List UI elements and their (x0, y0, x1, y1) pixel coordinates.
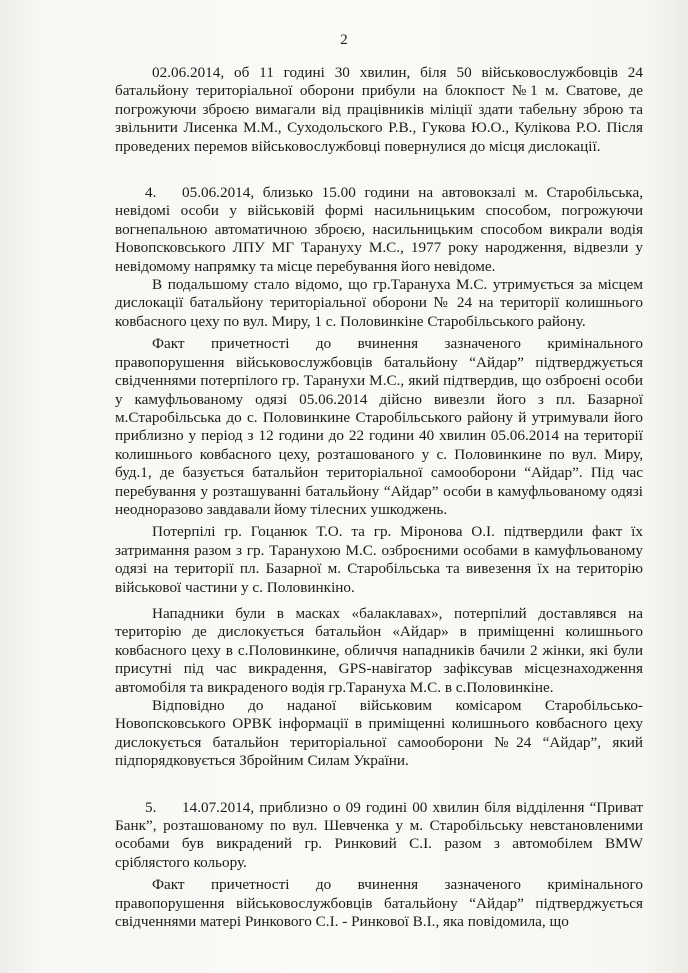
paragraph-military-commissar-info: Відповідно до наданої військовим комісаром Старобільсько-Новопсковського ОРВК інформації в приміщенні колишнього ковбасного цеху дислокується батальйон територіальної самооборони №24 “Айдар”, який підпорядковується Збройним Силам України. (115, 697, 643, 770)
paragraph-detention-location: В подальшому стало відомо, що гр.Тарануха М.С. утримується за місцем дислокації батальйону територіальної оборони № 24 на території колишнього ковбасного цеху по вул. Миру, 1 с. Половинкіне Старобільського району. (115, 276, 643, 330)
item-number: 5. (145, 798, 157, 816)
paragraph-involvement-fact: Факт причетності до вчинення зазначеного кримінального правопорушення військовослужбовців батальйону “Айдар” підтверджується свідченнями потерпілого гр. Таранухи М.С., який підтвердив, що озброєні особи у камуфльованому одязі 05.06.2014 дійсно вивезли його з пл. Базарної м.Старобільська до с. Половинкине Старобільського району й утримували його приблизно у період з 12 години до 22 години 40 хвилин 05.06.2014 на території колишнього ковбасного цеху, розташованого у с. Половинкине по вул. Миру, буд.1, де базується батальйон територіальної самооборони “Айдар”. Під час перебування у розташуванні батальйону “Айдар” особи в камуфльованому одязі неодноразово завдавали йому тілесних ушкоджень. (115, 335, 643, 518)
paragraph-item-4-text: 05.06.2014, близько 15.00 години на автовокзалі м. Старобільська, невідомі особи у військовій формі насильницьким способом, погрожуючи вогнепальною автоматичною зброєю, насильницьким способом викрали водія Новопсковського ЛПУ МГ Таранухy М.С., 1977 року народження, відвезли у невідомому напрямку та місце перебування його невідоме. (115, 184, 643, 275)
paragraph-victims-confirmation: Потерпілі гр. Гоцанюк Т.О. та гр. Міронова О.І. підтвердили факт їх затримання разом з гр. Таранухою М.С. озброєними особами в камуфльованому одязі на території пл. Базарної м. Старобільська та вивезення їх на територію військової частини у с. Половинкіно. (115, 523, 643, 596)
paragraph-item-5 (115, 799, 643, 873)
paragraph-blockpost-incident: 02.06.2014, об 11 годині 30 хвилин, біля 50 військовослужбовців 24 батальйону територіальної оборони прибули на блокпост №1 м. Сватове, де погрожуючи зброєю вимагали від працівників міліції здати табельну зброю та звільнити Лисенка М.М., Суходольского Р.В., Гукова Ю.О., Кулікова Р.О. Після проведених перемов військовослужбовці повернулися до місця дислокації. (115, 64, 643, 155)
paragraph-attackers-masks: Нападники були в масках «балаклавах», потерпілий доставлявся на територію де дислокується батальйон «Айдар» в приміщенні колишнього ковбасного цеху в с.Половинкине, обличчя нападників бачили 2 жінки, які були присутні під час викрадення, GPS-навігатор зафіксував місцезнаходження автомобіля та викраденого водія гр.Тарануха М.С. в с.Половинкіне. (115, 604, 643, 696)
paragraph-item-4 (115, 184, 643, 276)
item-number: 4. (145, 184, 157, 202)
paragraph-item-5-text: 14.07.2014, приблизно о 09 годині 00 хвилин біля відділення “Приват Банк”, розташованому по вул. Шевченка у м. Старобільську невстановленими особами був викрадений гр. Ринковий С.І. разом з автомобілем BMW сріблястого кольору. (115, 798, 643, 871)
page-number: 2 (340, 32, 348, 48)
document-body (115, 64, 643, 931)
paragraph-involvement-fact-2: Факт причетності до вчинення зазначеного кримінального правопорушення військовослужбовців батальйону “Айдар” підтверджується свідченнями матері Ринкового С.І. - Ринкової В.І., яка повідомила, що (115, 876, 643, 931)
